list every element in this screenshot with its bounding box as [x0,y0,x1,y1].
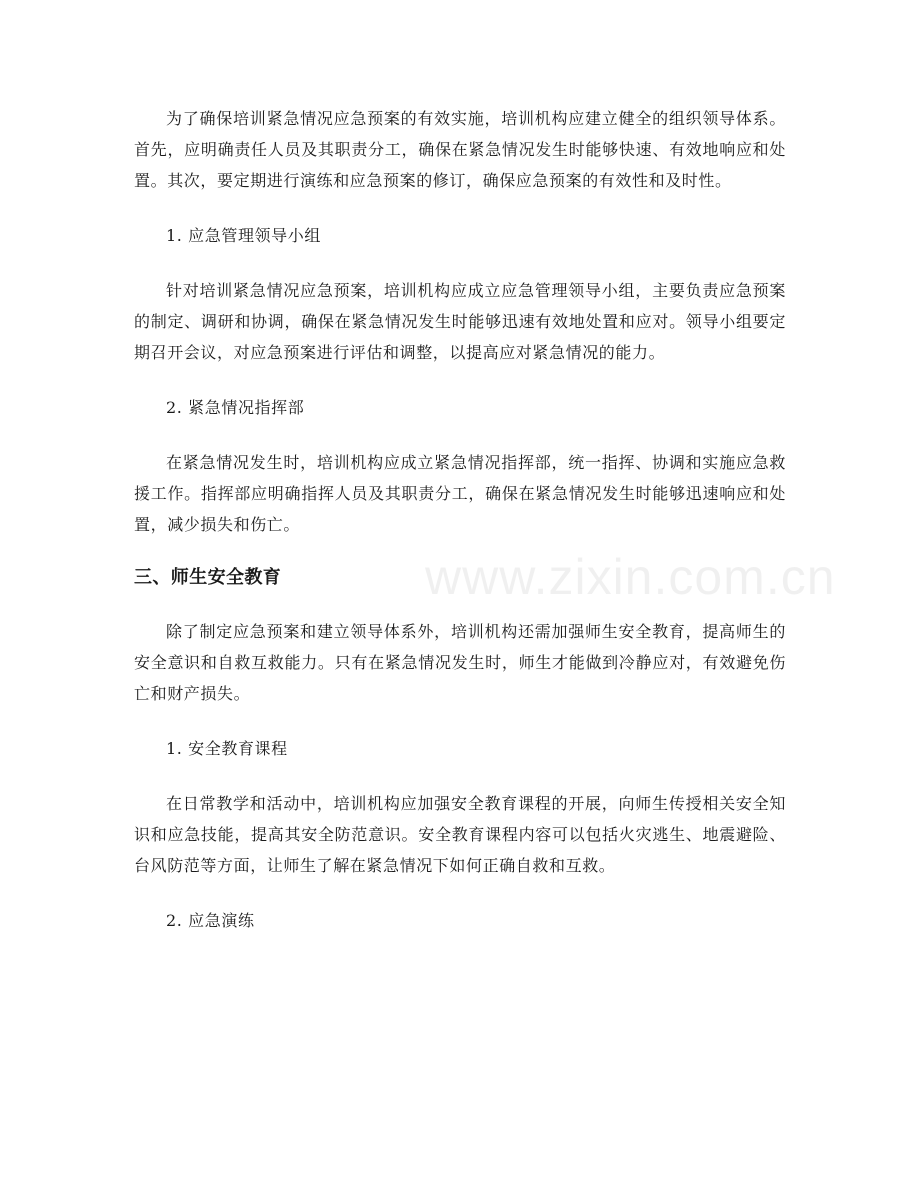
subheading-safety-course: 1. 安全教育课程 [166,739,288,758]
document-body [134,103,786,936]
subheading-leadership-group: 1. 应急管理领导小组 [166,226,321,245]
paragraph-safety-course: 在日常教学和活动中，培训机构应加强安全教育课程的开展，向师生传授相关安全知识和应急技能，提高其安全防范意识。安全教育课程内容可以包括火灾逃生、地震避险、台风防范等方面，让师生了解在紧急情况下如何正确自救和互救。 [134,794,786,875]
watermark: www.zixin.com.cn [425,549,836,605]
subheading-emergency-drill: 2. 应急演练 [166,911,255,930]
section-heading-safety-education: 三、师生安全教育 [134,567,282,588]
paragraph-safety-education: 除了制定应急预案和建立领导体系外，培训机构还需加强师生安全教育，提高师生的安全意识和自救互救能力。只有在紧急情况发生时，师生才能做到冷静应对，有效避免伤亡和财产损失。 [134,622,786,703]
paragraph-command-center: 在紧急情况发生时，培训机构应成立紧急情况指挥部，统一指挥、协调和实施应急救援工作。指挥部应明确指挥人员及其职责分工，确保在紧急情况发生时能够迅速响应和处置，减少损失和伤亡。 [134,453,786,534]
paragraph-organization: 为了确保培训紧急情况应急预案的有效实施，培训机构应建立健全的组织领导体系。首先，应明确责任人员及其职责分工，确保在紧急情况发生时能够快速、有效地响应和处置。其次，要定期进行演练和应急预案的修订，确保应急预案的有效性和及时性。 [134,109,786,190]
subheading-command-center: 2. 紧急情况指挥部 [166,398,305,417]
paragraph-leadership-group: 针对培训紧急情况应急预案，培训机构应成立应急管理领导小组，主要负责应急预案的制定、调研和协调，确保在紧急情况发生时能够迅速有效地处置和应对。领导小组要定期召开会议，对应急预案进行评估和调整，以提高应对紧急情况的能力。 [134,281,786,362]
